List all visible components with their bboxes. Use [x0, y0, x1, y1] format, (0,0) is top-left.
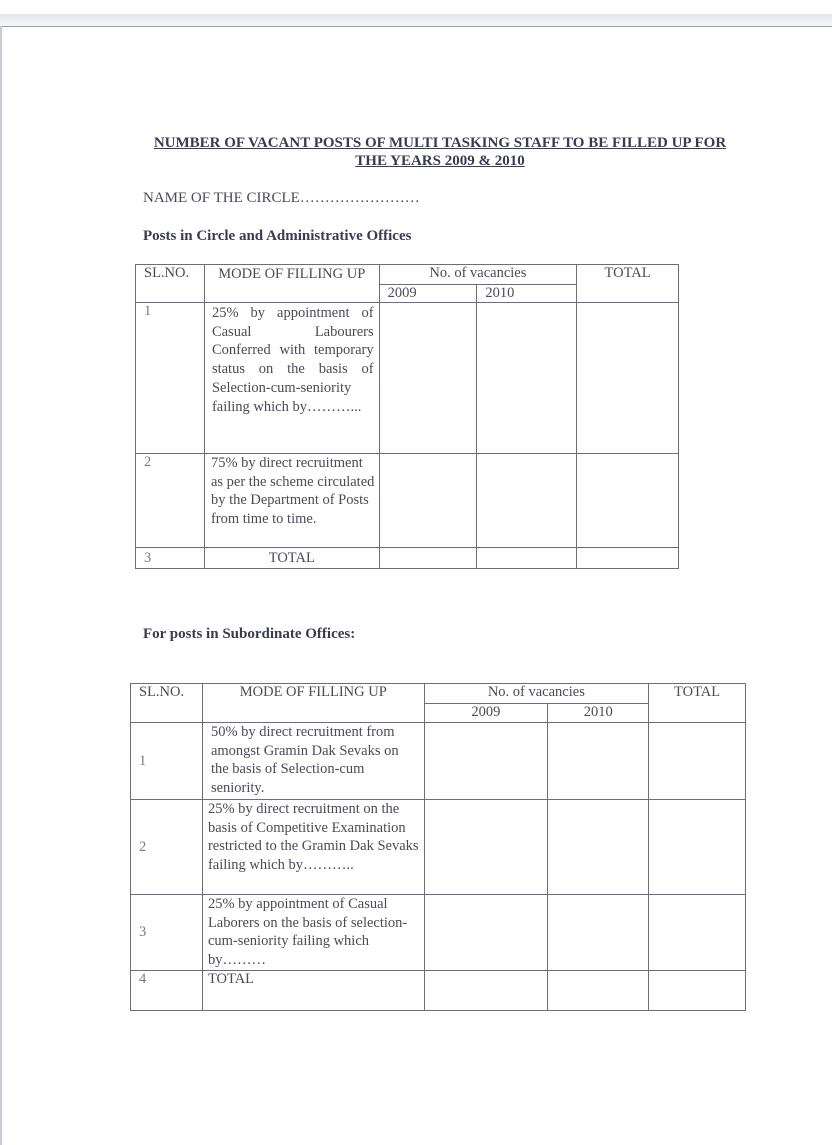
section2-heading: For posts in Subordinate Offices:: [143, 626, 356, 642]
vacancies-header: No. of vacancies: [379, 265, 577, 285]
cell-2009: [424, 723, 548, 800]
total-header: TOTAL: [649, 684, 746, 723]
cell-total: [649, 895, 746, 971]
mode-header: MODE OF FILLING UP: [202, 684, 424, 723]
cell-2009: [379, 303, 477, 454]
year-2009-header: 2009: [424, 704, 548, 723]
vacancies-header: No. of vacancies: [424, 684, 649, 704]
cell-total: [649, 800, 746, 895]
cell-total: [577, 454, 679, 548]
section1-heading: Posts in Circle and Administrative Offices: [143, 228, 412, 244]
row-mode: TOTAL: [202, 971, 424, 1011]
cell-2009: [379, 454, 477, 548]
row-sl: 1: [136, 303, 205, 454]
cell-2010: [548, 723, 649, 800]
table-row: [131, 723, 746, 800]
circle-name-field: NAME OF THE CIRCLE……………………: [143, 190, 420, 206]
cell-total: [577, 303, 679, 454]
total-header: TOTAL: [577, 265, 679, 303]
cell-2010: [477, 303, 577, 454]
year-2010-header: 2010: [477, 285, 577, 303]
row-sl: 2: [136, 454, 205, 548]
cell-2010: [548, 971, 649, 1011]
cell-2009: [379, 548, 477, 569]
cell-total: [649, 971, 746, 1011]
cell-2010: [477, 548, 577, 569]
cell-2010: [548, 800, 649, 895]
row-sl: 3: [131, 895, 203, 971]
table-row: [131, 971, 746, 1011]
year-2010-header: 2010: [548, 704, 649, 723]
row-sl: 4: [131, 971, 203, 1011]
table-row: [136, 548, 679, 569]
subordinate-offices-table: [130, 683, 746, 1011]
row-sl: 3: [136, 548, 205, 569]
cell-total: [577, 548, 679, 569]
row-mode: 25% by appointment of Casual Labourers Conferred with temporary status on the basis of Selection-cum-seniority failing which by………...: [204, 303, 379, 454]
scan-edge: [0, 14, 832, 27]
cell-2010: [477, 454, 577, 548]
circle-offices-table: [135, 264, 679, 569]
cell-2010: [548, 895, 649, 971]
cell-2009: [424, 895, 548, 971]
table-row: [136, 454, 679, 548]
cell-total: [649, 723, 746, 800]
table-row: [136, 303, 679, 454]
sl-no-header: SL.NO.: [131, 684, 203, 723]
year-2009-header: 2009: [379, 285, 477, 303]
scan-left-edge: [0, 26, 2, 1145]
row-mode: TOTAL: [204, 548, 379, 569]
sl-no-header: SL.NO.: [136, 265, 205, 303]
cell-2009: [424, 971, 548, 1011]
table-row: [131, 895, 746, 971]
document-title: NUMBER OF VACANT POSTS OF MULTI TASKING STAFF TO BE FILLED UP FOR THE YEARS 2009 & 2010: [153, 135, 727, 169]
row-mode: 75% by direct recruitment as per the scheme circulated by the Department of Posts from time to time.: [204, 454, 379, 548]
row-sl: 2: [131, 800, 203, 895]
cell-2009: [424, 800, 548, 895]
table-row: [131, 800, 746, 895]
row-mode: 25% by appointment of Casual Laborers on the basis of selection-cum-seniority failing which by………: [202, 895, 424, 971]
row-sl: 1: [131, 723, 203, 800]
row-mode: 50% by direct recruitment from amongst Gramin Dak Sevaks on the basis of Selection-cum seniority.: [202, 723, 424, 800]
mode-header: MODE OF FILLING UP: [204, 265, 379, 303]
row-mode: 25% by direct recruitment on the basis of Competitive Examination restricted to the Gramin Dak Sevaks failing which by………..: [202, 800, 424, 895]
